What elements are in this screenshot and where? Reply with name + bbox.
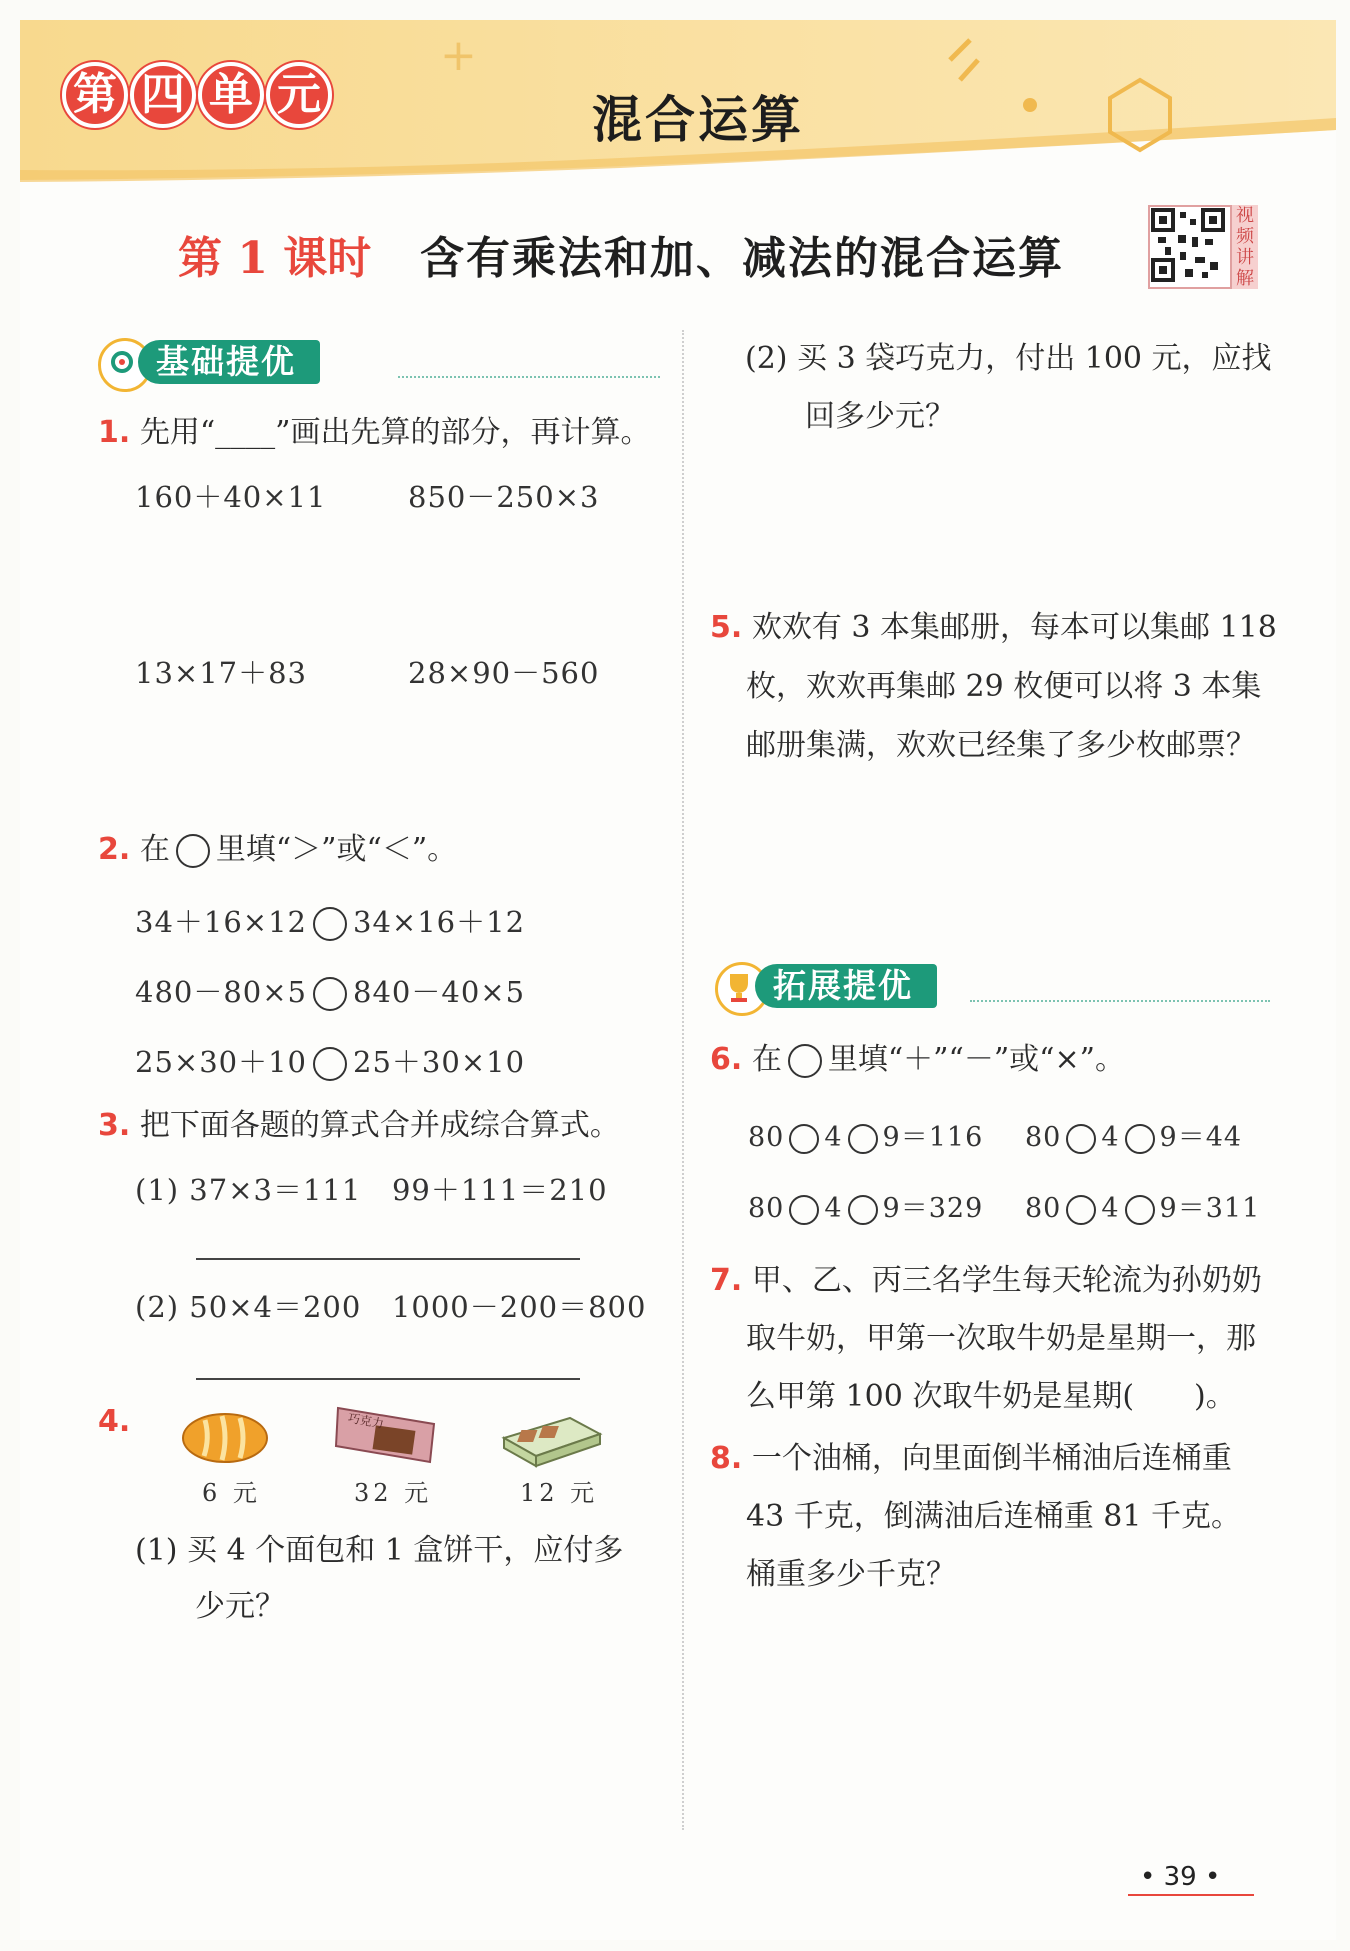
question-5: 5. 欢欢有 3 本集邮册，每本可以集邮 118 枚，欢欢再集邮 29 枚便可以将 3 本集 邮册集满，欢欢已经集了多少枚邮票？ <box>710 610 1277 763</box>
section-rule <box>398 376 660 378</box>
question-7: 7. 甲、乙、丙三名学生每天轮流为孙奶奶 取牛奶，甲第一次取牛奶是星期一，那 么甲第 100 次取牛奶是星期( )。 <box>710 1263 1262 1414</box>
answer-line[interactable] <box>196 1378 580 1380</box>
unit-badge <box>62 62 332 128</box>
question-1 <box>98 413 651 453</box>
answer-circle[interactable] <box>848 1124 878 1154</box>
question-4 <box>98 1402 130 1442</box>
question-number: 6. <box>710 1042 743 1077</box>
operator-item: 80 4 9＝311 <box>1025 1193 1261 1224</box>
svg-text:+: + <box>440 30 477 81</box>
question-number: 8. <box>710 1441 743 1476</box>
lesson-title: 含有乘法和加、减法的混合运算 <box>420 233 1064 284</box>
question-number: 4. <box>98 1404 131 1439</box>
answer-line[interactable] <box>196 1258 580 1260</box>
section-rule <box>970 1000 1270 1002</box>
unit-title: 混合运算 <box>592 91 804 149</box>
question-text: 把下面各题的算式合并成综合算式。 <box>139 1108 620 1143</box>
unit-char: 第 <box>62 62 128 128</box>
biscuit-icon <box>500 1412 604 1472</box>
operator-item: 80 4 9＝329 <box>748 1193 984 1224</box>
section-basic <box>98 338 658 384</box>
compare-row: 25×30＋10 25＋30×10 <box>135 1045 526 1079</box>
answer-circle[interactable] <box>313 977 347 1011</box>
price-biscuit: 12 元 <box>520 1479 599 1507</box>
question-number: 5. <box>710 610 743 645</box>
expression: 28×90－560 <box>408 656 600 690</box>
price-chocolate: 32 元 <box>354 1479 433 1507</box>
answer-circle[interactable] <box>789 1124 819 1154</box>
unit-char: 四 <box>130 62 196 128</box>
qr-code[interactable] <box>1148 205 1232 289</box>
question-8: 8. 一个油桶，向里面倒半桶油后连桶重 43 千克，倒满油后连桶重 81 千克。 桶重多少千克？ <box>710 1441 1241 1592</box>
page-number: • 39 • <box>1140 1862 1221 1892</box>
q3-part-1: (1) 37×3＝111 99＋111＝210 <box>135 1173 608 1207</box>
question-number: 3. <box>98 1108 131 1143</box>
answer-circle[interactable] <box>1125 1195 1155 1225</box>
question-2: 2. 在 里填“＞”或“＜”。 <box>98 832 458 867</box>
bread-icon <box>180 1410 270 1470</box>
expression: 160＋40×11 <box>135 480 327 514</box>
compare-circle[interactable] <box>176 834 210 868</box>
chocolate-label: 巧克力 <box>346 1410 385 1432</box>
question-text: 先用“____”画出先算的部分，再计算。 <box>139 415 651 450</box>
lesson-number: 第 1 课时 <box>178 233 372 284</box>
unit-char: 单 <box>198 62 264 128</box>
unit-char: 元 <box>266 62 332 128</box>
question-number: 7. <box>710 1263 743 1298</box>
q3-part-2: (2) 50×4＝200 1000－200＝800 <box>135 1290 647 1324</box>
column-divider <box>682 330 684 1830</box>
operator-item: 80 4 9＝116 <box>748 1122 984 1153</box>
compare-row: 480－80×5 840－40×5 <box>135 975 526 1009</box>
answer-circle[interactable] <box>1066 1195 1096 1225</box>
section-extend <box>715 962 1270 1008</box>
section-basic-label: 基础提优 <box>138 340 320 384</box>
answer-circle[interactable] <box>848 1195 878 1225</box>
q4-part-2: (2) 买 3 袋巧克力，付出 100 元，应找 回多少元？ <box>745 341 1272 434</box>
answer-circle[interactable] <box>789 1195 819 1225</box>
section-extend-label: 拓展提优 <box>755 964 937 1008</box>
question-number: 1. <box>98 415 131 450</box>
answer-circle[interactable] <box>313 1047 347 1081</box>
operator-circle[interactable] <box>788 1044 822 1078</box>
page-number-underline <box>1128 1894 1254 1896</box>
answer-circle[interactable] <box>1066 1124 1096 1154</box>
question-3 <box>98 1106 620 1146</box>
compare-row: 34＋16×12 34×16＋12 <box>135 905 526 939</box>
price-bread: 6 元 <box>202 1479 261 1507</box>
video-label: 视频讲解 <box>1232 205 1258 289</box>
expression: 13×17＋83 <box>135 656 308 690</box>
operator-item: 80 4 9＝44 <box>1025 1122 1243 1153</box>
answer-circle[interactable] <box>1125 1124 1155 1154</box>
expression: 850－250×3 <box>408 480 600 514</box>
question-6: 6. 在 里填“＋”“－”或“×”。 <box>710 1042 1125 1077</box>
answer-circle[interactable] <box>313 907 347 941</box>
question-number: 2. <box>98 832 131 867</box>
q4-part-1: (1) 买 4 个面包和 1 盒饼干，应付多 少元？ <box>135 1533 624 1624</box>
